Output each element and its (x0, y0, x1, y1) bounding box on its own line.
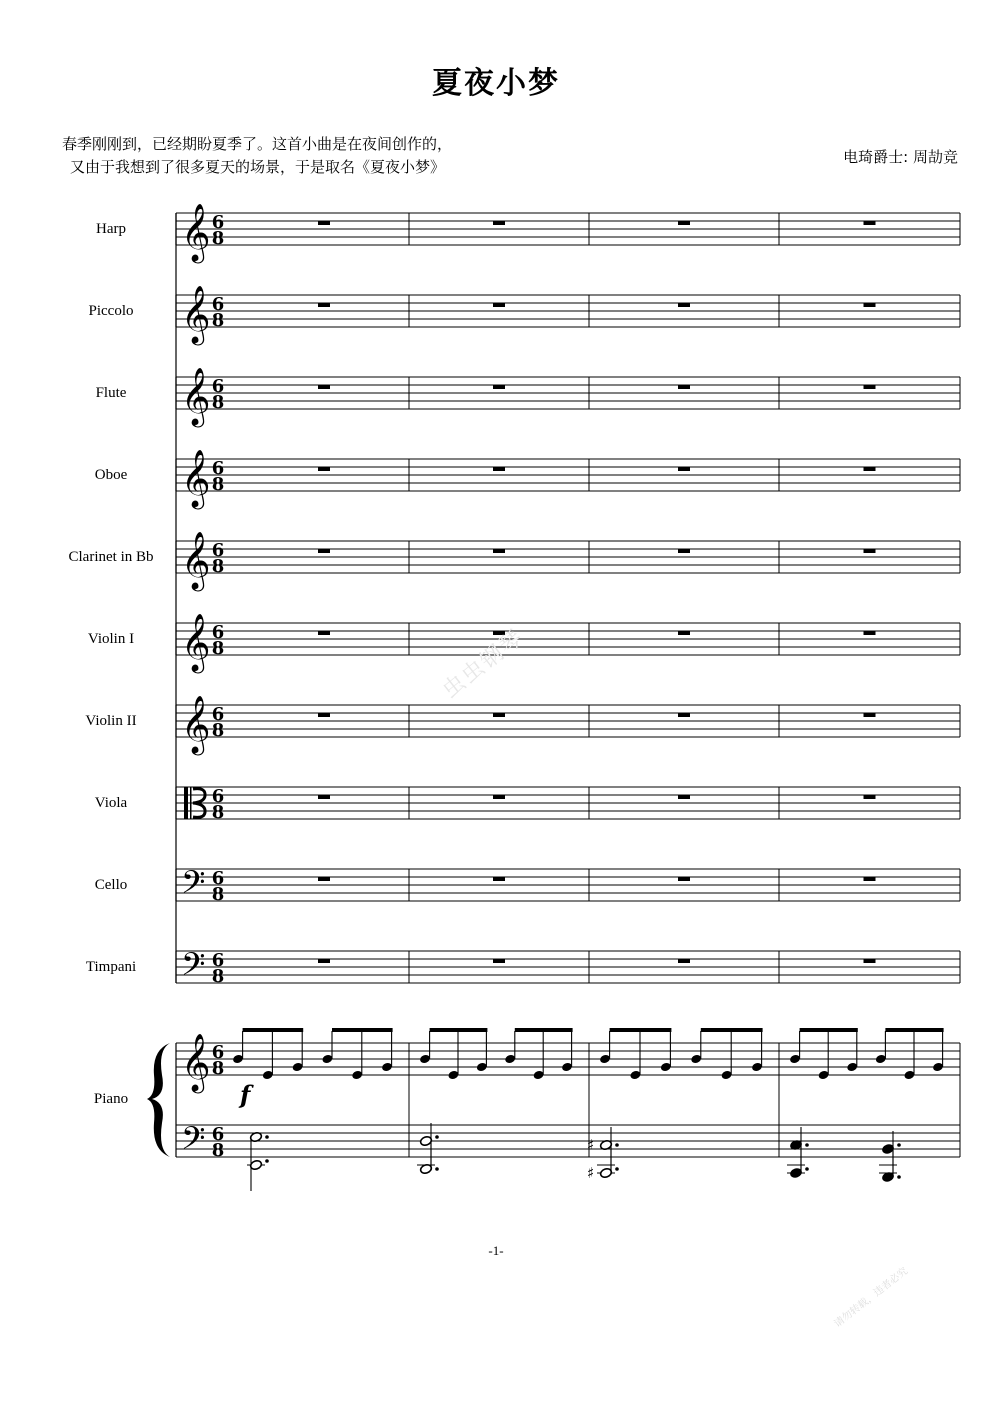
instrument-label-violin-1: Violin I (87, 631, 135, 647)
time-signature-denominator: 8 (211, 228, 225, 249)
treble-clef-glyph: 𝄞 (181, 695, 211, 753)
augmentation-dot (805, 1143, 809, 1147)
time-signature-numerator: 6 (211, 622, 225, 643)
whole-measure-rest (493, 713, 505, 717)
instrument-label-cello: Cello (94, 877, 128, 893)
piano-bass-staff (176, 1125, 960, 1157)
whole-measure-rest (493, 877, 505, 881)
time-signature-numerator: 6 (211, 786, 225, 807)
treble-clef (181, 367, 211, 428)
whole-measure-rest (864, 795, 876, 799)
whole-measure-rest (493, 795, 505, 799)
time-signature-denominator: 8 (211, 1140, 225, 1161)
time-signature-denominator: 8 (211, 966, 225, 987)
whole-measure-rest (678, 467, 690, 471)
time-signature-numerator: 6 (211, 294, 225, 315)
treble-clef (181, 1033, 211, 1094)
augmentation-dot (897, 1175, 901, 1179)
whole-measure-rest (318, 713, 330, 717)
whole-measure-rest (864, 385, 876, 389)
time-signature-numerator: 6 (211, 1042, 225, 1063)
instrument-label-violin-2: Violin II (85, 713, 137, 729)
time-signature-denominator: 8 (211, 802, 225, 823)
time-signature-denominator: 8 (211, 720, 225, 741)
staff-viola (176, 787, 960, 819)
treble-clef (181, 449, 211, 510)
sharp-accidental: ♯ (587, 1164, 595, 1182)
bass-clef (181, 1120, 205, 1164)
time-signature-numerator: 6 (211, 540, 225, 561)
whole-measure-rest (678, 549, 690, 553)
whole-measure-rest (678, 385, 690, 389)
whole-measure-rest (864, 713, 876, 717)
time-signature-numerator: 6 (211, 868, 225, 889)
note-beam (701, 1028, 763, 1032)
treble-clef-glyph: 𝄞 (181, 285, 211, 343)
whole-measure-rest (678, 221, 690, 225)
piano-brace (147, 1043, 170, 1157)
whole-measure-rest (493, 549, 505, 553)
note-beam (610, 1028, 672, 1032)
time-signature-denominator: 8 (211, 474, 225, 495)
instrument-label-harp: Harp (96, 221, 126, 237)
dynamic-marking: f (240, 1080, 251, 1109)
treble-clef-glyph: 𝄞 (181, 367, 211, 425)
treble-clef-glyph: 𝄞 (181, 449, 211, 507)
whole-measure-rest (493, 385, 505, 389)
alto-clef-bar (184, 787, 188, 819)
staff-violin-i (176, 623, 960, 655)
staff-violin-ii (176, 705, 960, 737)
time-signature-numerator: 6 (211, 1124, 225, 1145)
augmentation-dot (615, 1167, 619, 1171)
time-signature-denominator: 8 (211, 392, 225, 413)
note-beam (800, 1028, 858, 1032)
treble-clef-glyph: 𝄞 (181, 613, 211, 671)
treble-clef (181, 203, 211, 264)
score-title: 夏夜小梦 (432, 66, 560, 101)
whole-measure-rest (864, 549, 876, 553)
augmentation-dot (615, 1143, 619, 1147)
instrument-label-viola: Viola (94, 795, 128, 811)
treble-clef (181, 613, 211, 674)
whole-measure-rest (864, 959, 876, 963)
whole-measure-rest (318, 549, 330, 553)
whole-measure-rest (864, 303, 876, 307)
whole-measure-rest (493, 467, 505, 471)
instrument-label-piccolo: Piccolo (88, 303, 134, 319)
whole-measure-rest (678, 303, 690, 307)
staff-harp (176, 213, 960, 245)
bass-clef (181, 946, 205, 990)
note-beam (243, 1028, 304, 1032)
augmentation-dot (435, 1135, 439, 1139)
whole-measure-rest (864, 877, 876, 881)
staff-clarinet-in-bb (176, 541, 960, 573)
treble-clef-glyph: 𝄞 (181, 531, 211, 589)
augmentation-dot (265, 1159, 269, 1163)
augmentation-dot (435, 1167, 439, 1171)
whole-measure-rest (318, 795, 330, 799)
intro-text-line-1: 春季刚刚到，已经期盼夏季了。这首小曲是在夜间创作的， (62, 135, 453, 153)
whole-measure-rest (678, 631, 690, 635)
whole-measure-rest (864, 631, 876, 635)
treble-clef (181, 285, 211, 346)
whole-measure-rest (493, 303, 505, 307)
time-signature-numerator: 6 (211, 458, 225, 479)
bass-clef (181, 864, 205, 908)
whole-measure-rest (678, 795, 690, 799)
whole-measure-rest (493, 221, 505, 225)
instrument-label-clarinet: Clarinet in Bb (68, 549, 154, 565)
page-number: -1- (488, 1243, 504, 1258)
time-signature-numerator: 6 (211, 704, 225, 725)
instrument-label-oboe: Oboe (94, 467, 128, 483)
watermark-notice: 请勿转载，违者必究 (832, 1265, 911, 1330)
augmentation-dot (805, 1167, 809, 1171)
staff-cello (176, 869, 960, 901)
time-signature-denominator: 8 (211, 556, 225, 577)
whole-measure-rest (318, 221, 330, 225)
whole-measure-rest (678, 877, 690, 881)
whole-measure-rest (318, 631, 330, 635)
whole-measure-rest (678, 959, 690, 963)
bass-clef-glyph: 𝄢 (181, 1120, 206, 1164)
note-beam (430, 1028, 488, 1032)
augmentation-dot (265, 1135, 269, 1139)
note-beam (332, 1028, 393, 1032)
alto-clef-bar (190, 787, 192, 819)
whole-measure-rest (864, 467, 876, 471)
watermark: 虫虫钢琴 (438, 624, 530, 704)
staff-timpani (176, 951, 960, 983)
composer-credit: 电琦爵士: 周劼竞 (843, 148, 958, 166)
bass-clef-glyph: 𝄢 (181, 864, 206, 908)
time-signature-numerator: 6 (211, 376, 225, 397)
whole-measure-rest (864, 221, 876, 225)
instrument-label-timpani: Timpani (85, 959, 137, 975)
augmentation-dot (897, 1143, 901, 1147)
staff-flute (176, 377, 960, 409)
staff-piccolo (176, 295, 960, 327)
whole-measure-rest (493, 959, 505, 963)
treble-clef-glyph: 𝄞 (181, 203, 211, 261)
whole-measure-rest (318, 877, 330, 881)
treble-clef-glyph: 𝄞 (181, 1033, 211, 1091)
whole-measure-rest (318, 467, 330, 471)
bass-clef-glyph: 𝄢 (181, 946, 206, 990)
time-signature-denominator: 8 (211, 638, 225, 659)
treble-clef (181, 531, 211, 592)
instrument-label-piano: Piano (93, 1091, 129, 1107)
treble-clef (181, 695, 211, 756)
whole-measure-rest (318, 959, 330, 963)
intro-text-line-2: 又由于我想到了很多夏天的场景，于是取名《夏夜小梦》 (70, 158, 446, 176)
sharp-accidental: ♯ (587, 1136, 595, 1154)
staff-oboe (176, 459, 960, 491)
instrument-label-flute: Flute (95, 385, 127, 401)
note-beam (515, 1028, 573, 1032)
time-signature-numerator: 6 (211, 950, 225, 971)
time-signature-denominator: 8 (211, 884, 225, 905)
note-beam (885, 1028, 943, 1032)
time-signature-denominator: 8 (211, 1058, 225, 1079)
time-signature-denominator: 8 (211, 310, 225, 331)
whole-measure-rest (318, 385, 330, 389)
whole-measure-rest (318, 303, 330, 307)
time-signature-numerator: 6 (211, 212, 225, 233)
whole-measure-rest (678, 713, 690, 717)
